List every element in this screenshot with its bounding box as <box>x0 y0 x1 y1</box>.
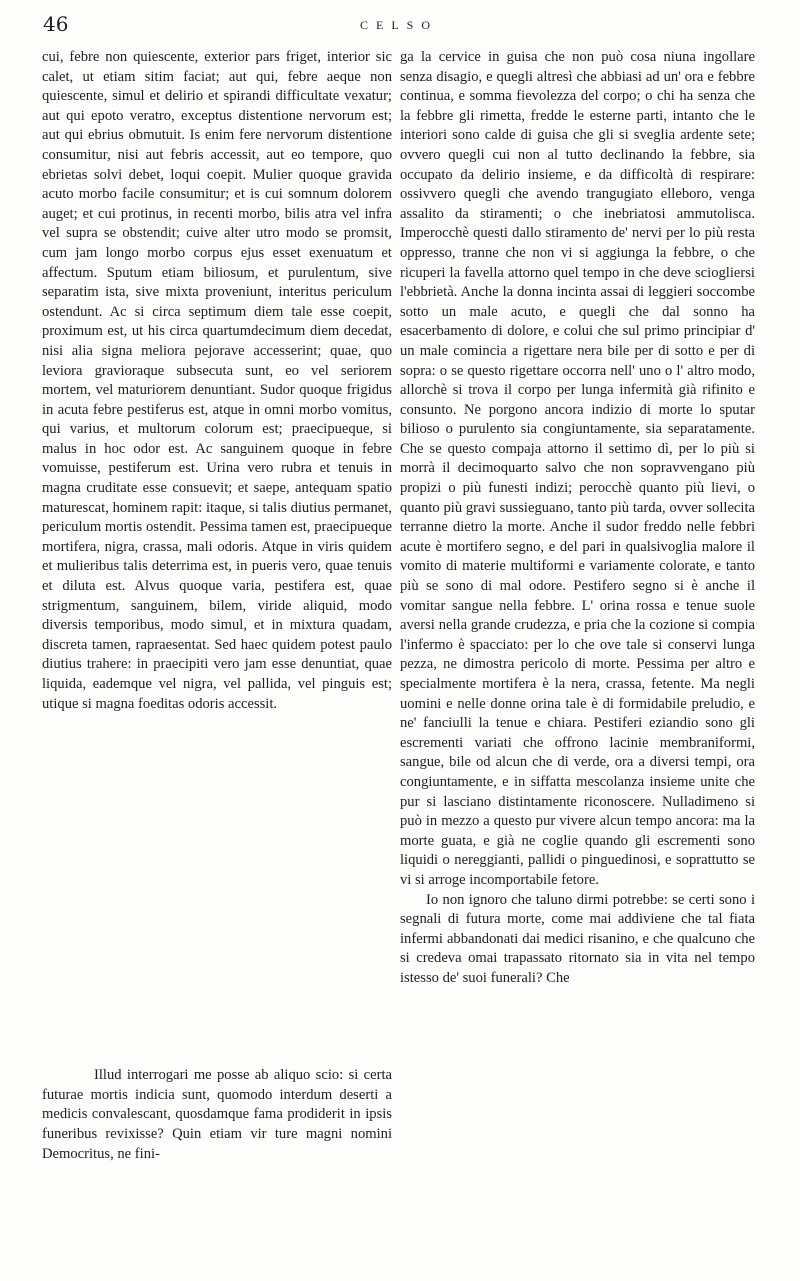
italian-column <box>400 48 755 989</box>
latin-column <box>42 48 392 1164</box>
italian-paragraph-1: ga la cervice in guisa che non può cosa niuna ingollare senza disagio, e quegli altresì che abbiasi ad un' ora e febbre continua, e somma fievolezza del corpo; o chi ha senza che la febbre gli rimetta, fredde le esterne parti, intanto che le interiori sono calde di guisa che gli si sveglia ardente sete; ovvero quegli cui non al tutto declinando la febbre, sia occupato da delirio insieme, e da difficoltà di respirare: ossivvero quegli che avendo trangugiato elleboro, venga assalito da stiramenti; o che inebriatosi ammutolisca. Imperocchè questi dallo stiramento de' nervi per lo più resta oppresso, tranne che non vi si aggiunga la febbre, o che ricuperi la favella attorno quel tempo in che deve sciogliersi l'ebbrietà. Anche la donna incinta assai di leggieri soccombe sotto un male acuto, e quegli che dal sonno ha esacerbamento di dolore, e colui che sul primo principiar d' un male comincia a rigettare nera bile per di sotto e per di sopra: o se questo rigettare occorra nell' uno o l' altro modo, allorchè si trova il corpo per lunga infermità già rifinito e consunto. Ne porgono ancora indizio di morte lo sputar bilioso o purulento sia congiuntamente, sia separatamente. Che se questo compaja attorno il settimo dì, per lo più si morrà il decimoquarto salvo che non sopravvengano più propizi o più funesti indizi; perocchè quanto più lievi, o quanto più gravi sussieguano, tanto più tarda, ovver sollecita terranne dietro la morte. Anche il sudor freddo nelle febbri acute è mortifero segno, e del pari in qualsivoglia malore il vomito di materie multiformi e variamente colorate, e tanto più se sono di mal odore. Pestifero segno si è anche il vomitar sangue nella febbre. L' orina rossa e tenue suole aversi nella grande crudezza, e pria che la cozione si compia l'infermo è spacciato: per lo che ove tale si conservi lunga pezza, ne dimostra pericolo di morte. Pessima per altro e specialmente mortifera è la nera, crassa, fetente. Ma negli uomini e nelle donne orina tale è di formidabile preludio, e ne' fanciulli la tenue e chiara. Pestiferi eziandio sono gli escrementi variati che offrono lacinie membraniformi, sangue, bile od alcun che di verde, ora a diversi tempi, ora congiuntamente, e in siffatta mescolanza insieme unite che pur si lasciano distintamente riconoscere. Nulladimeno si può in mezzo a questo pur vivere alcun tempo ancora: ma la morte guata, e già ne coglie quando gli escrementi sono liquidi o nereggianti, pallidi o pinguedinosi, e soprattutto se vi si arroge incomportabile fetore. <box>400 49 755 888</box>
column-spacer <box>42 714 392 1066</box>
latin-section-2 <box>42 1066 392 1164</box>
latin-paragraph-1: cui, febre non quiescente, exterior pars friget, interior sic calet, ut etiam sitim faciat; aut qui, febre aeque non quiescente, simul et delirio et spirandi difficultate vexatur; aut qui epoto veratro, exceptus distentione nervorum est; aut qui ebrius obmutuit. Is enim fere nervorum distentione consumitur, nisi aut febris accessit, aut eo tempore, quo ebrietas solvi debet, loqui coepit. Mulier quoque gravida acuto morbo facile consumitur; et is cui somnum dolorem auget; et cui protinus, in recenti morbo, bilis atra vel infra vel supra se obstendit; cuive alter utro modo se promsit, cum jam longo morbo corpus ejus esset exenuatum et affectum. Sputum etiam biliosum, et purulentum, sive separatim ista, sive mixta proveniunt, interitus periculum ostendunt. Ac si circa septimum diem tale esse coepit, proximum est, ut his circa quartumdecimum diem decedat, nisi alia signa meliora pejorave accesserint; quae, quo leviora gravioraque subsecuta sunt, eo vel seriorem mortem, vel maturiorem denuntiant. Sudor quoque frigidus in acuta febre pestiferus est, atque in omni morbo vomitus, qui varius, et multorum colorum est; praecipueque, si malus in hoc odor est. Ac sanguinem quoque in febre vomuisse, pestiferum est. Urina vero rubra et tenuis in magna cruditate esse consuevit; et saepe, antequam spatio maturescat, hominem rapit: itaque, si talis diutius permanet, periculum mortis ostendit. Pessima tamen est, praecipueque mortifera, nigra, crassa, mali odoris. Atque in viris quidem et mulieribus talis deterrima est, in pueris vero, quae tenuis et diluta est. Alvus quoque varia, pestifera est, quae strigmentum, sanguinem, bilem, viride aliquid, modo diversis temporibus, modo simul, et in mixtura quadam, discreta tamen, rapraesentat. Sed haec quidem potest paulo diutius trahere: in praecipiti vero jam esse denuntiat, quae liquida, eademque vel nigra, vel pallida, vel pinguis est; utique si magna foeditas odoris accessit. <box>42 49 392 712</box>
latin-paragraph-2: Illud interrogari me posse ab aliquo scio: si certa futurae mortis indicia sunt, quomodo interdum deserti a medicis convalescant, quosdamque fama prodiderit in ipsis funeribus revixisse? Quin etiam vir ture magni nomini Democritus, ne fini- <box>42 1067 392 1162</box>
page-number: 46 <box>43 12 69 36</box>
italian-paragraph-2: Io non ignoro che taluno dirmi potrebbe: se certi sono i segnali di futura morte, come mai addiviene che tal fiata infermi abbandonati dai medici risanino, e che qualcuno che si credeva omai trapassato ritornato sia in vita nel tempo istesso de' suoi funerali? Che <box>400 891 755 986</box>
running-title: CELSO <box>360 18 439 32</box>
